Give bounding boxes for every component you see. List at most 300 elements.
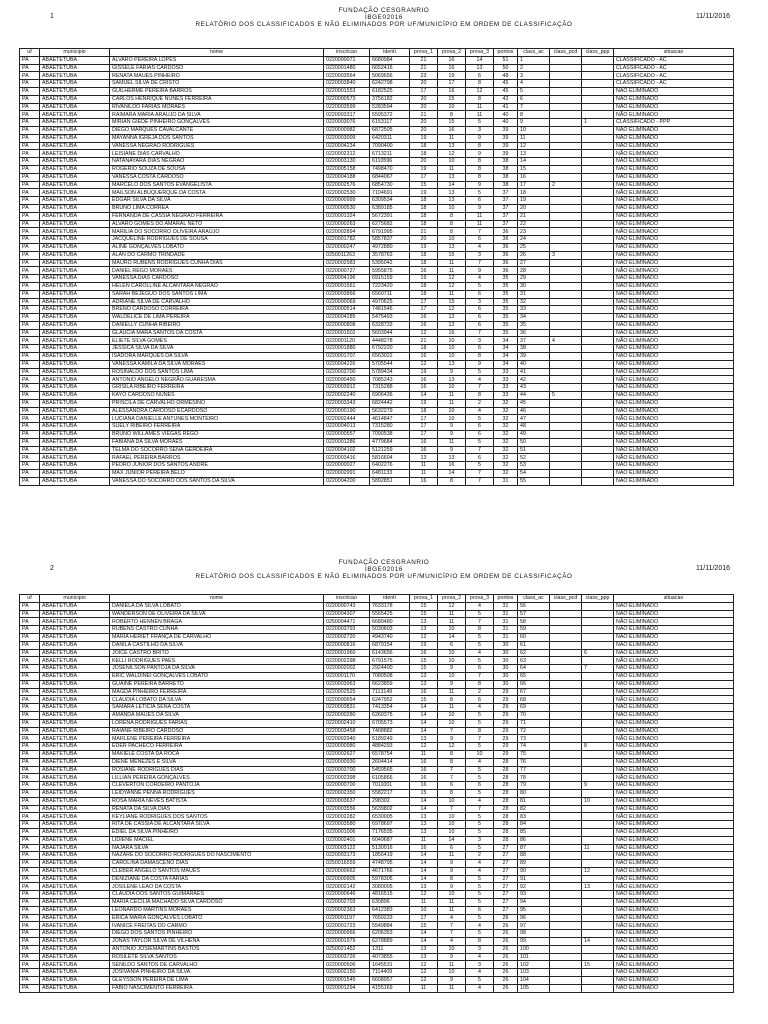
cell-prova-2: 8 (438, 212, 466, 220)
cell-prova-3: 5 (466, 711, 494, 719)
cell-class-ac: 32 (518, 298, 550, 306)
cell-prova-2: 11 (438, 438, 466, 446)
cell-class-ppp: 7 (582, 665, 614, 673)
cell-prova-3: 4 (466, 649, 494, 657)
cell-situacao: NÃO ELIMINADO (614, 743, 734, 751)
cell-inscricao: 0220001197 (324, 914, 370, 922)
cell-inscricao: 0220002298 (324, 657, 370, 665)
cell-class-ac: 21 (518, 212, 550, 220)
cell-pontos: 36 (494, 259, 518, 267)
cell-class-ac: 75 (518, 750, 550, 758)
table-row (20, 189, 734, 197)
cell-class-ac: 2 (518, 64, 550, 72)
cell-nome: VANESSA COSTA CARDOSO (110, 173, 324, 181)
table-row (20, 150, 734, 158)
cell-class-ppp (582, 836, 614, 844)
cell-situacao: NÃO ELIMINADO (614, 415, 734, 423)
cell-class-ac: 74 (518, 743, 550, 751)
cell-prova-2: 9 (438, 860, 466, 868)
cell-nome: SAMUEL SILVA DE CRISTO (110, 80, 324, 88)
cell-nome: ROSA MARIA NEVES BATISTA (110, 797, 324, 805)
cell-class-pcd (550, 766, 582, 774)
table-row (20, 914, 734, 922)
cell-class-ppp (582, 189, 614, 197)
cell-class-ac: 60 (518, 633, 550, 641)
table-row (20, 735, 734, 743)
cell-identi: 6978697 (370, 821, 410, 829)
cell-prova-3: 7 (466, 329, 494, 337)
cell-situacao: NÃO ELIMINADO (614, 158, 734, 166)
cell-class-ac: 27 (518, 259, 550, 267)
cell-class-pcd (550, 618, 582, 626)
cell-class-pcd (550, 438, 582, 446)
cell-nome: MAURO RUBENS RODRIGUES CUNHA DIAS (110, 259, 324, 267)
cell-nome: GLAUCIA MARA SANTOS DA COSTA (110, 329, 324, 337)
cell-identi: 3080005 (370, 883, 410, 891)
cell-class-ppp (582, 329, 614, 337)
cell-prova-1: 16 (410, 844, 438, 852)
cell-identi: 7413354 (370, 704, 410, 712)
cell-class-ppp (582, 672, 614, 680)
cell-prova-3: 7 (466, 477, 494, 485)
cell-pontos: 30 (494, 680, 518, 688)
cell-prova-1: 16 (410, 314, 438, 322)
column-header-pontos: pontos (494, 49, 518, 57)
cell-prova-3: 14 (466, 56, 494, 64)
cell-nome: DANILA CASTILHO DA SILVA (110, 641, 324, 649)
cell-prova-1: 14 (410, 852, 438, 860)
cell-prova-2: 10 (438, 797, 466, 805)
cell-class-ppp (582, 251, 614, 259)
cell-prova-1: 13 (410, 813, 438, 821)
cell-uf: PA (20, 181, 40, 189)
cell-prova-2: 10 (438, 158, 466, 166)
cell-identi: 6879154 (370, 641, 410, 649)
cell-municipio: ABAETETUBA (40, 384, 110, 392)
cell-nome: MARLENE PEREIRA FERREIRA (110, 735, 324, 743)
cell-inscricao: 0220003912 (324, 384, 370, 392)
cell-nome: DENIZIANE DA COSTA FARIAS (110, 875, 324, 883)
cell-prova-2: 16 (438, 126, 466, 134)
table-row (20, 688, 734, 696)
cell-pontos: 33 (494, 368, 518, 376)
cell-municipio: ABAETETUBA (40, 80, 110, 88)
cell-nome: CAROLINA DAMASCENO DIAS (110, 860, 324, 868)
cell-class-ppp (582, 945, 614, 953)
cell-prova-1: 18 (410, 282, 438, 290)
cell-situacao: NÃO ELIMINADO (614, 306, 734, 314)
cell-municipio: ABAETETUBA (40, 688, 110, 696)
cell-inscricao: 0220001480 (324, 64, 370, 72)
cell-municipio: ABAETETUBA (40, 969, 110, 977)
cell-municipio: ABAETETUBA (40, 930, 110, 938)
cell-municipio: ABAETETUBA (40, 750, 110, 758)
cell-prova-3: 7 (466, 470, 494, 478)
cell-class-ac: 1 (518, 56, 550, 64)
cell-nome: MARILIA DO SOCORRO OLIVEIRA ARAÚJO (110, 228, 324, 236)
cell-prova-2: 11 (438, 704, 466, 712)
cell-prova-2: 9 (438, 423, 466, 431)
cell-prova-1: 11 (410, 750, 438, 758)
cell-class-ac: 104 (518, 977, 550, 985)
cell-prova-3: 6 (466, 290, 494, 298)
cell-situacao: NÃO ELIMINADO (614, 282, 734, 290)
cell-municipio: ABAETETUBA (40, 633, 110, 641)
cell-pontos: 32 (494, 431, 518, 439)
cell-prova-1: 19 (410, 189, 438, 197)
cell-class-ac: 3 (518, 72, 550, 80)
cell-pontos: 26 (494, 961, 518, 969)
cell-nome: KAYO CARDOSO NUNES (110, 392, 324, 400)
table-row (20, 984, 734, 992)
table-row (20, 953, 734, 961)
cell-prova-3: 2 (466, 399, 494, 407)
cell-pontos: 32 (494, 454, 518, 462)
cell-inscricao: 0220003840 (324, 80, 370, 88)
cell-prova-1: 23 (410, 72, 438, 80)
cell-class-pcd (550, 626, 582, 634)
cell-pontos: 35 (494, 290, 518, 298)
cell-inscricao: 0220003416 (324, 454, 370, 462)
cell-class-ac: 103 (518, 969, 550, 977)
cell-nome: RIVANILDO FARIAS MORAES (110, 103, 324, 111)
cell-pontos: 28 (494, 766, 518, 774)
cell-situacao: NÃO ELIMINADO (614, 228, 734, 236)
cell-municipio: ABAETETUBA (40, 602, 110, 610)
cell-class-pcd (550, 711, 582, 719)
cell-nome: DIENE MENEZES E SILVA (110, 758, 324, 766)
cell-class-ppp (582, 984, 614, 992)
cell-situacao: NÃO ELIMINADO (614, 423, 734, 431)
cell-class-pcd (550, 142, 582, 150)
cell-pontos: 28 (494, 774, 518, 782)
cell-nome: DIEGO DOS SANTOS PINHEIRO (110, 930, 324, 938)
cell-inscricao: 0220000247 (324, 243, 370, 251)
cell-inscricao: 0220000982 (324, 126, 370, 134)
cell-class-ac: 16 (518, 173, 550, 181)
cell-inscricao: 0220005158 (324, 165, 370, 173)
cell-identi: 5705544 (370, 360, 410, 368)
cell-uf: PA (20, 626, 40, 634)
cell-class-ac: 55 (518, 477, 550, 485)
cell-pontos: 28 (494, 828, 518, 836)
cell-municipio: ABAETETUBA (40, 797, 110, 805)
cell-uf: PA (20, 875, 40, 883)
cell-uf: PA (20, 610, 40, 618)
cell-prova-1: 20 (410, 119, 438, 127)
cell-class-ac: 66 (518, 680, 550, 688)
cell-class-ppp (582, 470, 614, 478)
cell-pontos: 51 (494, 56, 518, 64)
cell-inscricao: 0220002240 (324, 392, 370, 400)
cell-municipio: ABAETETUBA (40, 696, 110, 704)
column-header-class-ac: class_ac (518, 49, 550, 57)
cell-inscricao: 0220002142 (324, 883, 370, 891)
table-row (20, 649, 734, 657)
cell-situacao: NÃO ELIMINADO (614, 727, 734, 735)
cell-class-ac: 105 (518, 984, 550, 992)
cell-nome: ROGÉRIO SOUZA DE SOUSA (110, 165, 324, 173)
cell-prova-1: 16 (410, 353, 438, 361)
cell-identi: 5816604 (370, 454, 410, 462)
cell-situacao: NÃO ELIMINADO (614, 758, 734, 766)
cell-prova-1: 14 (410, 719, 438, 727)
cell-nome: VANESSA KAMILA DA SILVA MORAES (110, 360, 324, 368)
cell-nome: LIDIENE MACIEL (110, 836, 324, 844)
cell-identi: 6680480 (370, 618, 410, 626)
cell-inscricao: 0220003130 (324, 158, 370, 166)
cell-uf: PA (20, 56, 40, 64)
cell-uf: PA (20, 711, 40, 719)
cell-class-ppp (582, 368, 614, 376)
cell-prova-2: 10 (438, 384, 466, 392)
cell-nome: DANIEL REGO MORAES (110, 267, 324, 275)
cell-municipio: ABAETETUBA (40, 813, 110, 821)
cell-prova-3: 4 (466, 969, 494, 977)
report-page-2 (0, 552, 768, 992)
table-row (20, 618, 734, 626)
cell-pontos: 40 (494, 111, 518, 119)
cell-class-ppp (582, 750, 614, 758)
cell-class-ac: 36 (518, 329, 550, 337)
cell-pontos: 28 (494, 813, 518, 821)
cell-class-ac: 6 (518, 95, 550, 103)
cell-prova-1: 14 (410, 727, 438, 735)
cell-class-pcd (550, 797, 582, 805)
cell-situacao: NÃO ELIMINADO (614, 719, 734, 727)
cell-identi: 4779684 (370, 438, 410, 446)
cell-municipio: ABAETETUBA (40, 337, 110, 345)
cell-situacao: NÃO ELIMINADO (614, 384, 734, 392)
table-row (20, 407, 734, 415)
table-row (20, 782, 734, 790)
cell-identi: 6854730 (370, 181, 410, 189)
cell-municipio: ABAETETUBA (40, 922, 110, 930)
cell-class-pcd (550, 665, 582, 673)
cell-nome: RITA DE CASSIA DE ALCANTARA SILVA (110, 821, 324, 829)
cell-situacao: NÃO ELIMINADO (614, 938, 734, 946)
cell-inscricao: 0220002530 (324, 189, 370, 197)
cell-nome: LEISIANE DIAS CARVALHO (110, 150, 324, 158)
cell-prova-2: 10 (438, 415, 466, 423)
cell-prova-1: 13 (410, 945, 438, 953)
cell-class-ac: 9 (518, 119, 550, 127)
table-row (20, 275, 734, 283)
cell-nome: JOSILENE LEAO DA COSTA (110, 883, 324, 891)
cell-identi: 5672391 (370, 212, 410, 220)
cell-class-ppp (582, 204, 614, 212)
cell-pontos: 31 (494, 477, 518, 485)
cell-inscricao: 0220001561 (324, 282, 370, 290)
cell-class-ppp (582, 618, 614, 626)
cell-class-ppp (582, 103, 614, 111)
cell-prova-1: 15 (410, 665, 438, 673)
cell-class-ppp (582, 789, 614, 797)
cell-prova-1: 17 (410, 914, 438, 922)
cell-prova-3: 5 (466, 282, 494, 290)
cell-pontos: 27 (494, 860, 518, 868)
cell-inscricao: 0220000727 (324, 267, 370, 275)
cell-municipio: ABAETETUBA (40, 212, 110, 220)
cell-class-ac: 87 (518, 844, 550, 852)
cell-uf: PA (20, 891, 40, 899)
column-header-identi: identi (370, 49, 410, 57)
cell-class-pcd (550, 150, 582, 158)
cell-nome: EDIEL DA SILVA PINHEIRO (110, 828, 324, 836)
cell-inscricao: 0220000263 (324, 220, 370, 228)
cell-uf: PA (20, 852, 40, 860)
table-row (20, 665, 734, 673)
cell-prova-3: 6 (466, 321, 494, 329)
cell-prova-3: 7 (466, 259, 494, 267)
cell-class-ac: 49 (518, 431, 550, 439)
cell-inscricao: 0220000069 (324, 298, 370, 306)
cell-prova-1: 15 (410, 602, 438, 610)
cell-pontos: 31 (494, 610, 518, 618)
cell-nome: IVANICE FREITAS DO CARMO (110, 922, 324, 930)
cell-prova-1: 19 (410, 399, 438, 407)
table-row (20, 306, 734, 314)
table-row (20, 345, 734, 353)
cell-uf: PA (20, 680, 40, 688)
table-row (20, 126, 734, 134)
cell-prova-1: 18 (410, 142, 438, 150)
cell-municipio: ABAETETUBA (40, 220, 110, 228)
cell-class-pcd (550, 126, 582, 134)
cell-class-ppp (582, 321, 614, 329)
header-exam-code: IBGE02016 (365, 566, 403, 573)
cell-prova-1: 18 (410, 290, 438, 298)
cell-pontos: 26 (494, 922, 518, 930)
cell-identi: 6680984 (370, 56, 410, 64)
cell-uf: PA (20, 688, 40, 696)
cell-prova-3: 6 (466, 696, 494, 704)
cell-pontos: 35 (494, 329, 518, 337)
column-header-situacao: situacao (614, 595, 734, 603)
cell-prova-1: 16 (410, 688, 438, 696)
cell-municipio: ABAETETUBA (40, 275, 110, 283)
cell-prova-2: 14 (438, 836, 466, 844)
cell-inscricao: 0250021452 (324, 945, 370, 953)
table-row (20, 672, 734, 680)
cell-prova-1: 13 (410, 883, 438, 891)
cell-identi: 1645531 (370, 961, 410, 969)
cell-prova-2: 14 (438, 181, 466, 189)
cell-class-ac: 53 (518, 462, 550, 470)
cell-identi: 6153117 (370, 119, 410, 127)
cell-pontos: 27 (494, 852, 518, 860)
cell-uf: PA (20, 844, 40, 852)
cell-class-pcd (550, 87, 582, 95)
cell-prova-3: 6 (466, 72, 494, 80)
cell-inscricao: 0220000816 (324, 641, 370, 649)
cell-prova-1: 14 (410, 860, 438, 868)
cell-class-ac: 88 (518, 852, 550, 860)
cell-prova-2: 9 (438, 953, 466, 961)
cell-identi: 5603944 (370, 329, 410, 337)
cell-situacao: NÃO ELIMINADO (614, 922, 734, 930)
page-number: 2 (50, 565, 54, 572)
cell-identi: 7080508 (370, 672, 410, 680)
cell-prova-3: 7 (466, 618, 494, 626)
cell-class-pcd (550, 696, 582, 704)
table-row (20, 727, 734, 735)
cell-prova-2: 11 (438, 852, 466, 860)
cell-inscricao: 0220000514 (324, 306, 370, 314)
cell-prova-1: 16 (410, 766, 438, 774)
cell-uf: PA (20, 251, 40, 259)
report-page-1 (0, 0, 768, 485)
cell-class-ac: 33 (518, 306, 550, 314)
cell-uf: PA (20, 454, 40, 462)
cell-pontos: 41 (494, 103, 518, 111)
cell-class-pcd (550, 657, 582, 665)
cell-uf: PA (20, 103, 40, 111)
cell-uf: PA (20, 470, 40, 478)
cell-prova-3: 2 (466, 688, 494, 696)
cell-prova-2: 16 (438, 56, 466, 64)
cell-prova-1: 18 (410, 220, 438, 228)
cell-pontos: 36 (494, 236, 518, 244)
cell-class-ac: 50 (518, 438, 550, 446)
cell-situacao: NÃO ELIMINADO (614, 665, 734, 673)
cell-municipio: ABAETETUBA (40, 906, 110, 914)
cell-class-ac: 76 (518, 758, 550, 766)
cell-prova-3: 8 (466, 353, 494, 361)
cell-prova-2: 11 (438, 259, 466, 267)
cell-class-pcd (550, 423, 582, 431)
cell-class-ac: 38 (518, 345, 550, 353)
table-row (20, 750, 734, 758)
cell-prova-2: 12 (438, 743, 466, 751)
cell-situacao: NÃO ELIMINADO (614, 189, 734, 197)
cell-class-ppp (582, 407, 614, 415)
column-header-prova-2: prova_2 (438, 49, 466, 57)
cell-uf: PA (20, 696, 40, 704)
cell-class-ppp (582, 696, 614, 704)
cell-nome: ELIETE SILVA GOMES (110, 337, 324, 345)
cell-uf: PA (20, 984, 40, 992)
cell-prova-2: 10 (438, 103, 466, 111)
cell-class-ppp (582, 828, 614, 836)
table-row (20, 360, 734, 368)
cell-prova-2: 13 (438, 243, 466, 251)
cell-situacao: NÃO ELIMINADO (614, 376, 734, 384)
cell-class-ppp (582, 259, 614, 267)
cell-situacao: NÃO ELIMINADO (614, 446, 734, 454)
cell-nome: ALVARO PEREIRA LOPES (110, 56, 324, 64)
cell-nome: RAIANE RIBEIRO CARDOSO (110, 727, 324, 735)
cell-prova-2: 10 (438, 719, 466, 727)
cell-class-ac: 13 (518, 150, 550, 158)
cell-class-ppp (582, 142, 614, 150)
cell-situacao: NÃO ELIMINADO (614, 111, 734, 119)
cell-prova-1: 13 (410, 618, 438, 626)
cell-class-pcd (550, 259, 582, 267)
cell-identi: 4884293 (370, 743, 410, 751)
cell-prova-2: 9 (438, 446, 466, 454)
cell-uf: PA (20, 672, 40, 680)
cell-municipio: ABAETETUBA (40, 641, 110, 649)
cell-prova-1: 16 (410, 376, 438, 384)
cell-municipio: ABAETETUBA (40, 454, 110, 462)
cell-municipio: ABAETETUBA (40, 298, 110, 306)
cell-prova-2: 16 (438, 87, 466, 95)
column-header-inscricao: inscricao (324, 595, 370, 603)
cell-class-pcd (550, 828, 582, 836)
cell-prova-2: 9 (438, 883, 466, 891)
table-row (20, 431, 734, 439)
